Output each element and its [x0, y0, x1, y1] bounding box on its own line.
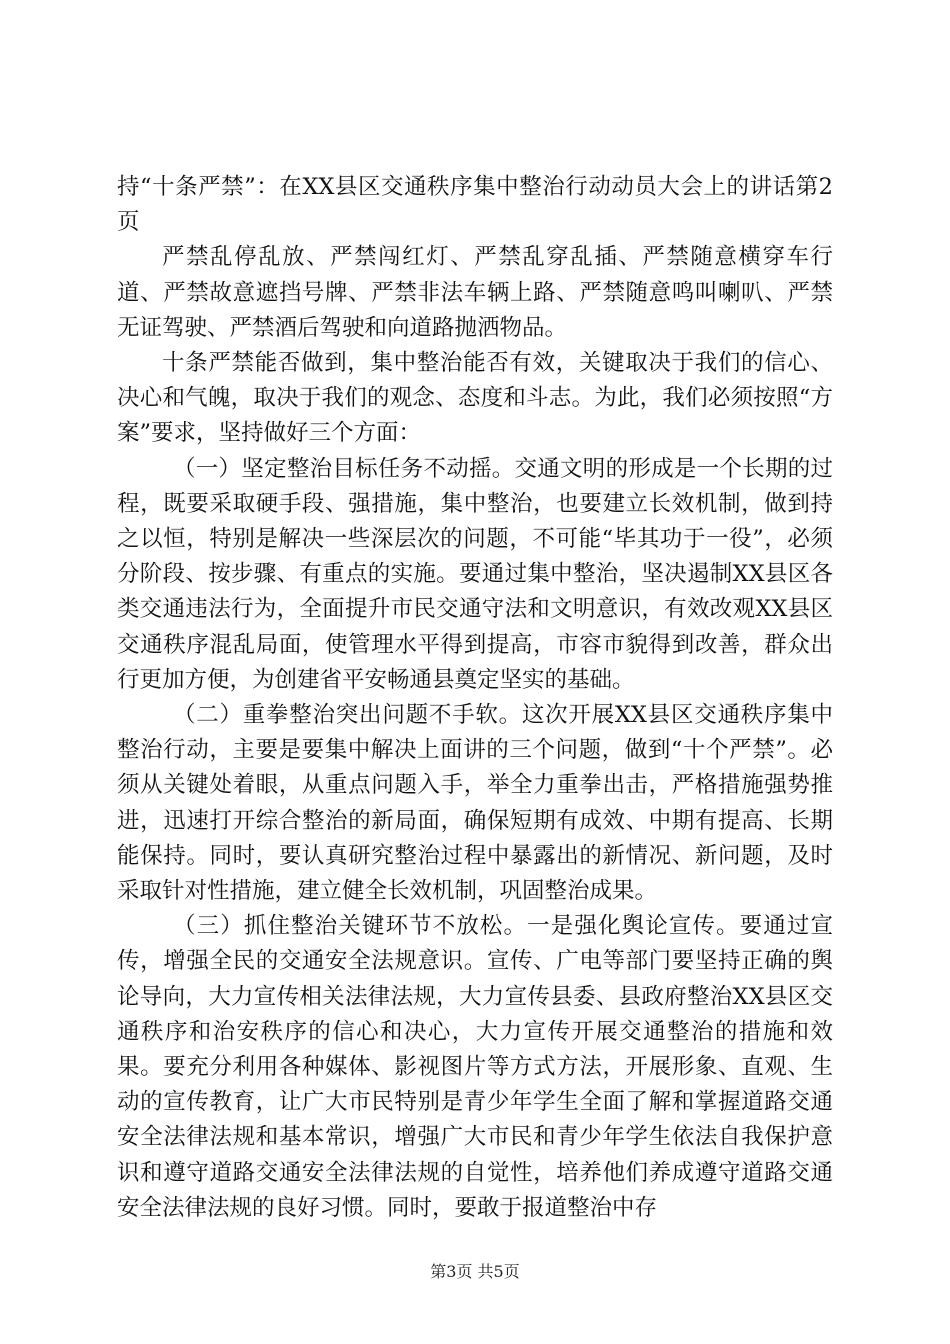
paragraph-section-three: （三）抓住整治关键环节不放松。一是强化舆论宣传。要通过宣传，增强全民的交通安全法规意识。宣传、广电等部门要坚持正确的舆论导向，大力宣传相关法律法规，大力宣传县委、县政府整治XX县区交通秩序和治安秩序的信心和决心，大力宣传开展交通整治的措施和效果。要充分利用各种媒体、影视图片等方式方法，开展形象、直观、生动的宣传教育，让广大市民特别是青少年学生全面了解和掌握道路交通安全法律法规和基本常识，增强广大市民和青少年学生依法自我保护意识和遵守道路交通安全法律法规的自觉性，培养他们养成遵守道路交通安全法律法规的良好习惯。同时，要敢于报道整治中存	[117, 913, 833, 1221]
paragraph-key-factors: 十条严禁能否做到，集中整治能否有效，关键取决于我们的信心、决心和气魄，取决于我们的观念、态度和斗志。为此，我们必须按照“方案”要求，坚持做好三个方面：	[117, 350, 833, 447]
paragraph-section-two: （二）重拳整治突出问题不手软。这次开展XX县区交通秩序集中整治行动，主要是要集中解决上面讲的三个问题，做到“十个严禁”。必须从关键处着眼，从重点问题入手，举全力重拳出击，严格措施强势推进，迅速打开综合整治的新局面，确保短期有成效、中期有提高、长期能保持。同时，要认真研究整治过程中暴露出的新情况、新问题，及时采取针对性措施，建立健全长效机制，巩固整治成果。	[117, 702, 833, 905]
document-heading: 持“十条严禁”：在XX县区交通秩序集中整治行动动员大会上的讲话第2页	[117, 174, 833, 236]
page-footer: 第3页 共5页	[430, 1262, 520, 1281]
paragraph-section-one: （一）坚定整治目标任务不动摇。交通文明的形成是一个长期的过程，既要采取硬手段、强措施，集中整治，也要建立长效机制，做到持之以恒，特别是解决一些深层次的问题，不可能“毕其功于一役”，必须分阶段、按步骤、有重点的实施。要通过集中整治，坚决遏制XX县区各类交通违法行为，全面提升市民交通守法和文明意识，有效改观XX县区交通秩序混乱局面，使管理水平得到提高，市容市貌得到改善，群众出行更加方便，为创建省平安畅通县奠定坚实的基础。	[117, 455, 833, 693]
document-body	[117, 170, 833, 1226]
paragraph-ten-prohibitions: 严禁乱停乱放、严禁闯红灯、严禁乱穿乱插、严禁随意横穿车行道、严禁故意遮挡号牌、严禁非法车辆上路、严禁随意鸣叫喇叭、严禁无证驾驶、严禁酒后驾驶和向道路抛洒物品。	[117, 244, 833, 341]
